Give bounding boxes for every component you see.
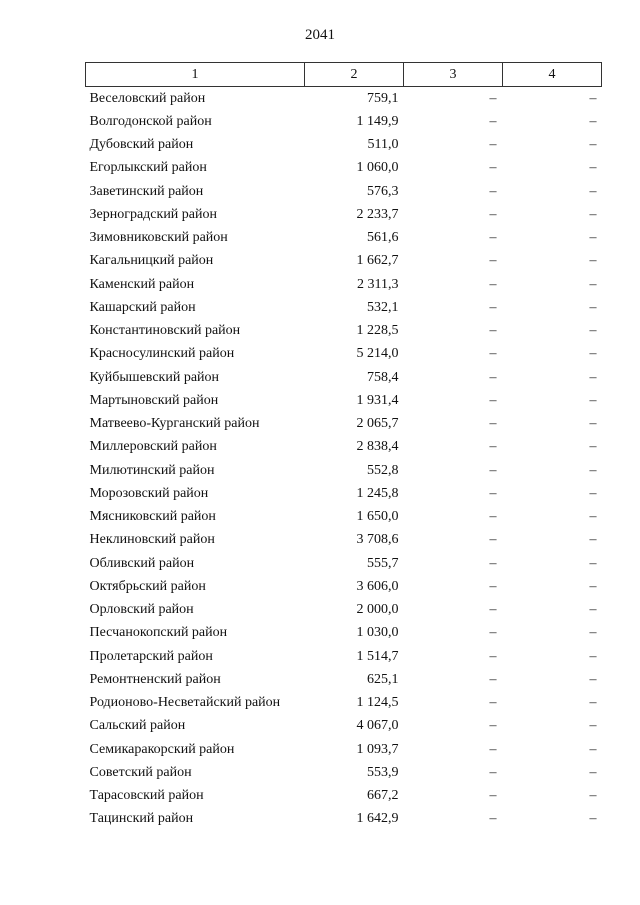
- table-row: [86, 529, 602, 552]
- col4-dash: –: [589, 276, 597, 292]
- col4-dash: –: [589, 532, 597, 548]
- district-name: Миллеровский район: [89, 439, 217, 455]
- table-row: [86, 157, 602, 180]
- col4-dash: –: [589, 555, 597, 571]
- district-name: Родионово-Несветайский район: [89, 695, 281, 711]
- col4-dash: –: [589, 299, 597, 315]
- col3-dash: –: [489, 695, 497, 711]
- col4-dash: –: [589, 648, 597, 664]
- header-col-2: 2: [305, 63, 404, 87]
- district-name: Песчанокопский район: [89, 625, 228, 641]
- col3-dash: –: [489, 253, 497, 269]
- district-value: 1 060,0: [356, 160, 399, 176]
- district-value: 532,1: [367, 299, 399, 315]
- table-row: [86, 761, 602, 784]
- district-value: 561,6: [367, 230, 399, 246]
- col4-dash: –: [589, 160, 597, 176]
- col3-dash: –: [489, 648, 497, 664]
- col3-dash: –: [489, 555, 497, 571]
- table-row: [86, 273, 602, 296]
- district-value: 2 311,3: [357, 276, 399, 292]
- district-name: Кагальницкий район: [89, 253, 214, 269]
- col3-dash: –: [489, 485, 497, 501]
- col4-dash: –: [589, 346, 597, 362]
- district-value: 1 514,7: [356, 648, 399, 664]
- district-name: Веселовский район: [89, 90, 206, 106]
- table-row: [86, 134, 602, 157]
- district-name: Егорлыкский район: [89, 160, 207, 176]
- col4-dash: –: [589, 113, 597, 129]
- col4-dash: –: [589, 462, 597, 478]
- table-row: [86, 413, 602, 436]
- col3-dash: –: [489, 90, 497, 106]
- col3-dash: –: [489, 299, 497, 315]
- table-row: [86, 785, 602, 808]
- table-row: [86, 808, 602, 831]
- district-value: 625,1: [367, 671, 399, 687]
- district-value: 2 065,7: [356, 416, 399, 432]
- district-name: Константиновский район: [89, 323, 241, 339]
- table-row: [86, 645, 602, 668]
- col3-dash: –: [489, 206, 497, 222]
- col3-dash: –: [489, 346, 497, 362]
- table-row: [86, 389, 602, 412]
- table-row: [86, 599, 602, 622]
- district-name: Октябрьский район: [89, 578, 206, 594]
- col3-dash: –: [489, 416, 497, 432]
- district-name: Каменский район: [89, 276, 195, 292]
- col3-dash: –: [489, 230, 497, 246]
- table-row: [86, 482, 602, 505]
- col4-dash: –: [589, 695, 597, 711]
- district-value: 1 228,5: [356, 323, 399, 339]
- col3-dash: –: [489, 323, 497, 339]
- district-name: Тацинский район: [89, 811, 194, 827]
- district-value: 1 124,5: [356, 695, 399, 711]
- district-value: 511,0: [367, 137, 399, 153]
- table-row: [86, 738, 602, 761]
- col4-dash: –: [589, 416, 597, 432]
- col3-dash: –: [489, 369, 497, 385]
- col3-dash: –: [489, 625, 497, 641]
- table-row: [86, 366, 602, 389]
- col4-dash: –: [589, 509, 597, 525]
- table-row: [86, 250, 602, 273]
- col4-dash: –: [589, 671, 597, 687]
- table-header: [86, 63, 602, 87]
- table-row: [86, 668, 602, 691]
- district-value: 5 214,0: [356, 346, 399, 362]
- col4-dash: –: [589, 625, 597, 641]
- district-table: [85, 62, 602, 831]
- col4-dash: –: [589, 90, 597, 106]
- district-name: Тарасовский район: [89, 788, 204, 804]
- col4-dash: –: [589, 206, 597, 222]
- district-value: 1 030,0: [356, 625, 399, 641]
- district-name: Пролетарский район: [89, 648, 213, 664]
- district-value: 2 000,0: [356, 602, 399, 618]
- table-row: [86, 180, 602, 203]
- col3-dash: –: [489, 671, 497, 687]
- district-name: Заветинский район: [89, 183, 204, 199]
- table-row: [86, 575, 602, 598]
- table-row: [86, 506, 602, 529]
- header-col-4: 4: [503, 63, 602, 87]
- col3-dash: –: [489, 578, 497, 594]
- district-value: 1 149,9: [356, 113, 399, 129]
- district-value: 576,3: [367, 183, 399, 199]
- col3-dash: –: [489, 462, 497, 478]
- col4-dash: –: [589, 369, 597, 385]
- district-name: Кашарский район: [89, 299, 196, 315]
- col3-dash: –: [489, 137, 497, 153]
- district-value: 555,7: [367, 555, 399, 571]
- district-value: 2 233,7: [356, 206, 399, 222]
- col3-dash: –: [489, 602, 497, 618]
- col3-dash: –: [489, 718, 497, 734]
- col3-dash: –: [489, 392, 497, 408]
- col4-dash: –: [589, 788, 597, 804]
- col3-dash: –: [489, 811, 497, 827]
- table-row: [86, 459, 602, 482]
- district-name: Мясниковский район: [89, 509, 216, 525]
- table-row: [86, 436, 602, 459]
- table-row: [86, 87, 602, 111]
- table-row: [86, 296, 602, 319]
- district-value: 3 606,0: [356, 578, 399, 594]
- col4-dash: –: [589, 602, 597, 618]
- district-value: 553,9: [367, 764, 399, 780]
- district-value: 1 650,0: [356, 509, 399, 525]
- district-value: 1 642,9: [356, 811, 399, 827]
- header-row: [86, 63, 602, 87]
- col3-dash: –: [489, 788, 497, 804]
- header-col-1: 1: [86, 63, 305, 87]
- col3-dash: –: [489, 113, 497, 129]
- table-body: [86, 87, 602, 832]
- district-name: Орловский район: [89, 602, 194, 618]
- col4-dash: –: [589, 392, 597, 408]
- col3-dash: –: [489, 509, 497, 525]
- page-number: 2041: [305, 27, 335, 43]
- col4-dash: –: [589, 485, 597, 501]
- district-name: Милютинский район: [89, 462, 215, 478]
- district-name: Дубовский район: [89, 137, 194, 153]
- table-row: [86, 692, 602, 715]
- district-name: Ремонтненский район: [89, 671, 221, 687]
- district-value: 2 838,4: [356, 439, 399, 455]
- district-name: Советский район: [89, 764, 192, 780]
- district-name: Зимовниковский район: [89, 230, 228, 246]
- table-row: [86, 320, 602, 343]
- col3-dash: –: [489, 439, 497, 455]
- header-col-3: 3: [404, 63, 503, 87]
- district-value: 759,1: [367, 90, 399, 106]
- table-row: [86, 110, 602, 133]
- table-row: [86, 343, 602, 366]
- district-value: 1 245,8: [356, 485, 399, 501]
- district-name: Мартыновский район: [89, 392, 219, 408]
- district-name: Морозовский район: [89, 485, 209, 501]
- col3-dash: –: [489, 741, 497, 757]
- district-name: Матвеево-Курганский район: [89, 416, 260, 432]
- col4-dash: –: [589, 718, 597, 734]
- col4-dash: –: [589, 578, 597, 594]
- col3-dash: –: [489, 764, 497, 780]
- district-value: 1 093,7: [356, 741, 399, 757]
- col3-dash: –: [489, 183, 497, 199]
- district-value: 1 931,4: [356, 392, 399, 408]
- district-value: 667,2: [367, 788, 399, 804]
- col4-dash: –: [589, 137, 597, 153]
- district-value: 758,4: [367, 369, 399, 385]
- district-name: Красносулинский район: [89, 346, 235, 362]
- district-name: Обливский район: [89, 555, 195, 571]
- table-row: [86, 203, 602, 226]
- col4-dash: –: [589, 253, 597, 269]
- col4-dash: –: [589, 741, 597, 757]
- col4-dash: –: [589, 764, 597, 780]
- district-name: Семикаракорский район: [89, 741, 235, 757]
- col4-dash: –: [589, 323, 597, 339]
- table-row: [86, 552, 602, 575]
- district-name: Неклиновский район: [89, 532, 215, 548]
- col3-dash: –: [489, 160, 497, 176]
- district-value: 3 708,6: [356, 532, 399, 548]
- district-name: Сальский район: [89, 718, 186, 734]
- district-value: 4 067,0: [356, 718, 399, 734]
- table-row: [86, 227, 602, 250]
- col4-dash: –: [589, 439, 597, 455]
- district-name: Куйбышевский район: [89, 369, 220, 385]
- table-row: [86, 715, 602, 738]
- col4-dash: –: [589, 183, 597, 199]
- col4-dash: –: [589, 230, 597, 246]
- district-name: Зерноградский район: [89, 206, 217, 222]
- district-value: 1 662,7: [356, 253, 399, 269]
- district-name: Волгодонской район: [89, 113, 212, 129]
- col3-dash: –: [489, 532, 497, 548]
- table-row: [86, 622, 602, 645]
- district-value: 552,8: [367, 462, 399, 478]
- col3-dash: –: [489, 276, 497, 292]
- col4-dash: –: [589, 811, 597, 827]
